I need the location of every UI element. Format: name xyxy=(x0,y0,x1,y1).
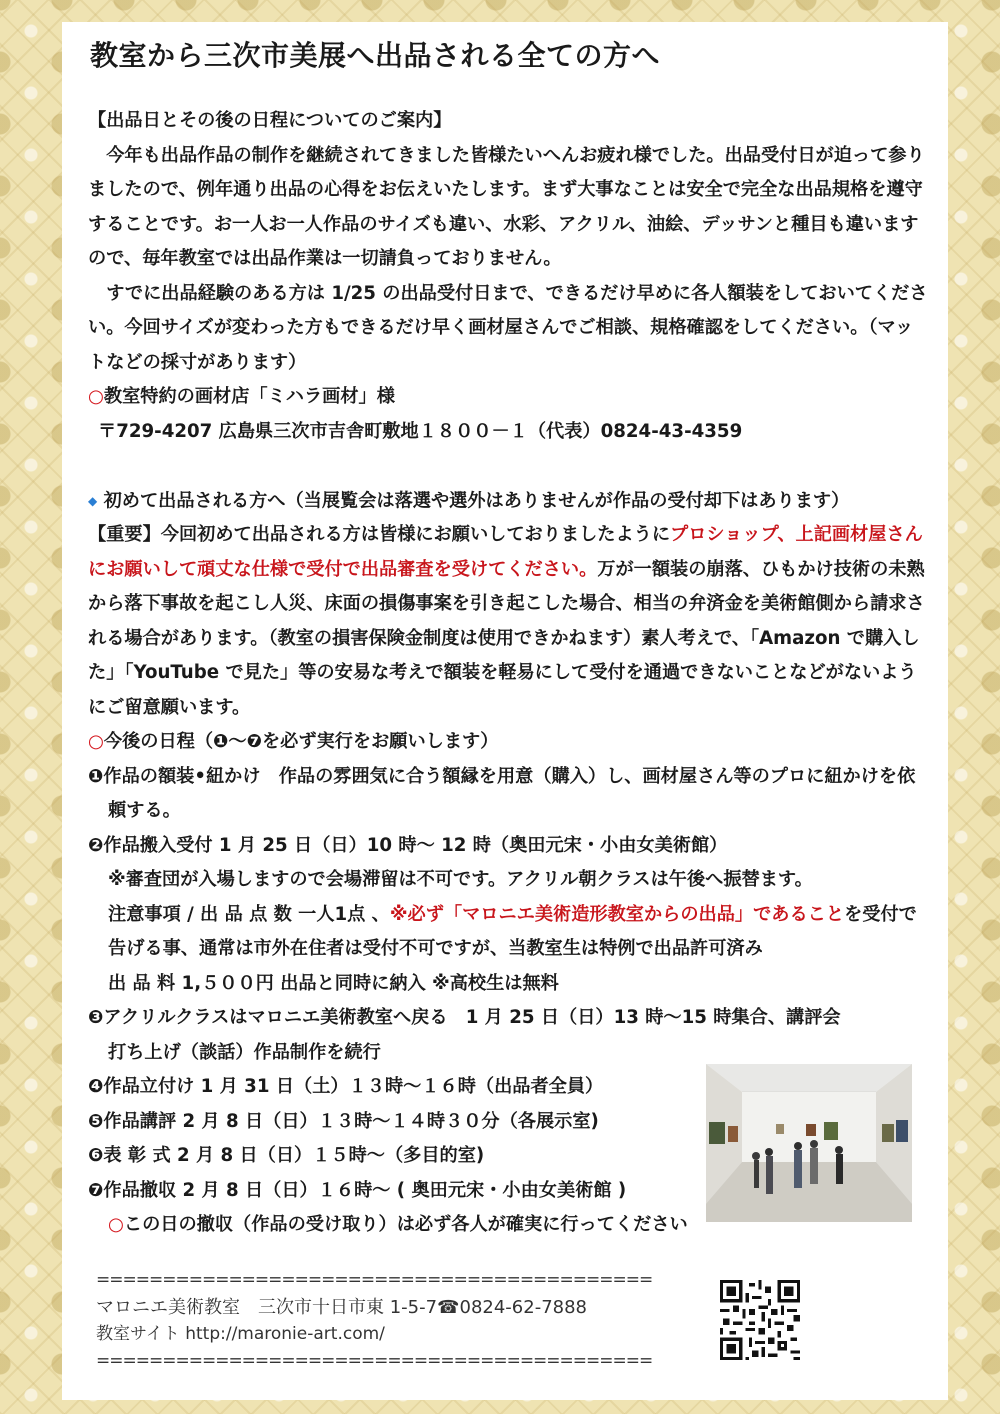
schedule-item-2-note-3: 出 品 料 1,５００円 出品と同時に納入 ※高校生は無料 xyxy=(108,972,559,994)
qr-code-icon[interactable] xyxy=(720,1280,800,1360)
schedule-item-2-note-1: ※審査団が入場しますので会場滞留は不可です。アクリル朝クラスは午後へ振替ます。 xyxy=(108,869,813,891)
divider-top: ========================================== xyxy=(96,1270,653,1290)
school-site[interactable]: 教室サイト http://maronie-art.com/ xyxy=(96,1324,385,1344)
reminder-text: この日の撤収（作品の受け取り）は必ず各人が確実に行ってください xyxy=(123,1214,688,1236)
spacer xyxy=(88,449,928,484)
schedule-item-2-note-2 xyxy=(88,898,928,967)
contact-footer xyxy=(96,1267,716,1375)
first-time-heading: 初めて出品される方へ（当展覧会は落選や選外はありませんが作品の受付却下はあります） xyxy=(103,489,850,511)
intro-heading: 【出品日とその後の日程についてのご案内】 xyxy=(88,110,452,131)
page-title: 教室から三次市美展へ出品される全ての方へ xyxy=(90,39,661,72)
first-time-heading-line xyxy=(88,484,928,519)
divider-bottom: ========================================== xyxy=(96,1351,653,1371)
schedule-item-7: ❼作品撤収 2 月 8 日（日）１６時～ ( 奥田元宋・小由女美術館 ) xyxy=(88,1179,627,1201)
first-time-paragraph xyxy=(88,518,928,725)
schedule-item-1: ❶作品の額装•紐かけ 作品の雰囲気に合う額縁を用意（購入）し、画材屋さん等のプロに紐かけを依頼する。 xyxy=(88,765,916,822)
intro-paragraph-1: 今年も出品作品の制作を継続されてきました皆様たいへんお疲れ様でした。出品受付日が迫って参りましたので、例年通り出品の心得をお伝えいたします。まず大事なことは安全で完全な出品規格を遵守することです。お一人お一人作品のサイズも違い、水彩、アクリル、油絵、デッサンと種目も違いますので、毎年教室では出品作業は一切請負っておりません。 xyxy=(88,144,925,269)
note-2-emphasis: ※必ず「マロニエ美術造形教室からの出品」であること xyxy=(389,903,845,925)
gallery-photo xyxy=(706,1064,912,1222)
note-2-prefix: 注意事項 / 出 品 点 数 一人1点 、 xyxy=(108,903,390,925)
notice-panel xyxy=(62,22,948,1400)
schedule-item-3-note: 打ち上げ（談話）作品制作を続行 xyxy=(108,1041,381,1063)
first-time-emphasis: プロショップ、上記画材屋さんにお願いして頑丈な仕様で受付で出品審査を受けてください。 xyxy=(88,524,923,580)
schedule-item-2: ❷作品搬入受付 1 月 25 日（日）10 時～ 12 時（奥田元宋・小由女美術館） xyxy=(88,834,728,856)
school-contact: マロニエ美術教室 三次市十日市東 1-5-7☎0824-62-7888 xyxy=(96,1297,587,1318)
schedule-heading: 今後の日程（❶～❼を必ず実行をお願いします） xyxy=(103,731,499,753)
circle-marker-icon: ○ xyxy=(88,731,104,753)
schedule-heading-line xyxy=(88,725,928,760)
first-time-rest: 万が一額装の崩落、ひもかけ技術の未熟から落下事故を起こし人災、床面の損傷事案を引き起こした場合、相当の弁済金を美術館側から請求される場合があります。（教室の損害保険金制度は使用できかねます）素人考えで、「Amazon で購入した」「YouTube で見た」等の安易な考えで額装を軽易にして受付を通過できないことなどがないようにご留意願います。 xyxy=(88,558,925,718)
first-time-lead: 【重要】今回初めて出品される方は皆様にお願いしておりましたように xyxy=(88,524,671,546)
schedule-item-4: ❹作品立付け 1 月 31 日（土）１３時～１６時（出品者全員） xyxy=(88,1076,604,1098)
circle-marker-icon: ○ xyxy=(108,1214,124,1236)
shop-label: 教室特約の画材店「ミハラ画材」様 xyxy=(103,386,395,407)
note-2-suffix: を受付で告げる事、通常は市外在住者は受付不可ですが、当教室生は特例で出品許可済み xyxy=(108,903,917,960)
shop-address: 〒729-4207 広島県三次市吉舎町敷地１８００－１（代表）0824-43-4359 xyxy=(98,420,743,442)
schedule-item-3: ❸アクリルクラスはマロニエ美術教室へ戻る 1 月 25 日（日）13 時～15 時集合、講評会 xyxy=(88,1007,841,1029)
shop-line xyxy=(88,380,928,415)
circle-marker-icon: ○ xyxy=(88,386,104,407)
schedule-item-5: ❺作品講評 2 月 8 日（日）１３時～１４時３０分（各展示室) xyxy=(88,1110,599,1132)
schedule-item-6: ❻表 彰 式 2 月 8 日（日）１５時～（多目的室) xyxy=(88,1145,485,1167)
gallery-photo-illustration xyxy=(706,1064,912,1222)
intro-paragraph-2: すでに出品経験のある方は 1/25 の出品受付日まで、できるだけ早めに各人額装をしておいてください。今回サイズが変わった方もできるだけ早く画材屋さんでご相談、規格確認をしてください。（マットなどの採寸があります） xyxy=(88,282,928,373)
diamond-marker-icon: ◆ xyxy=(88,493,98,508)
